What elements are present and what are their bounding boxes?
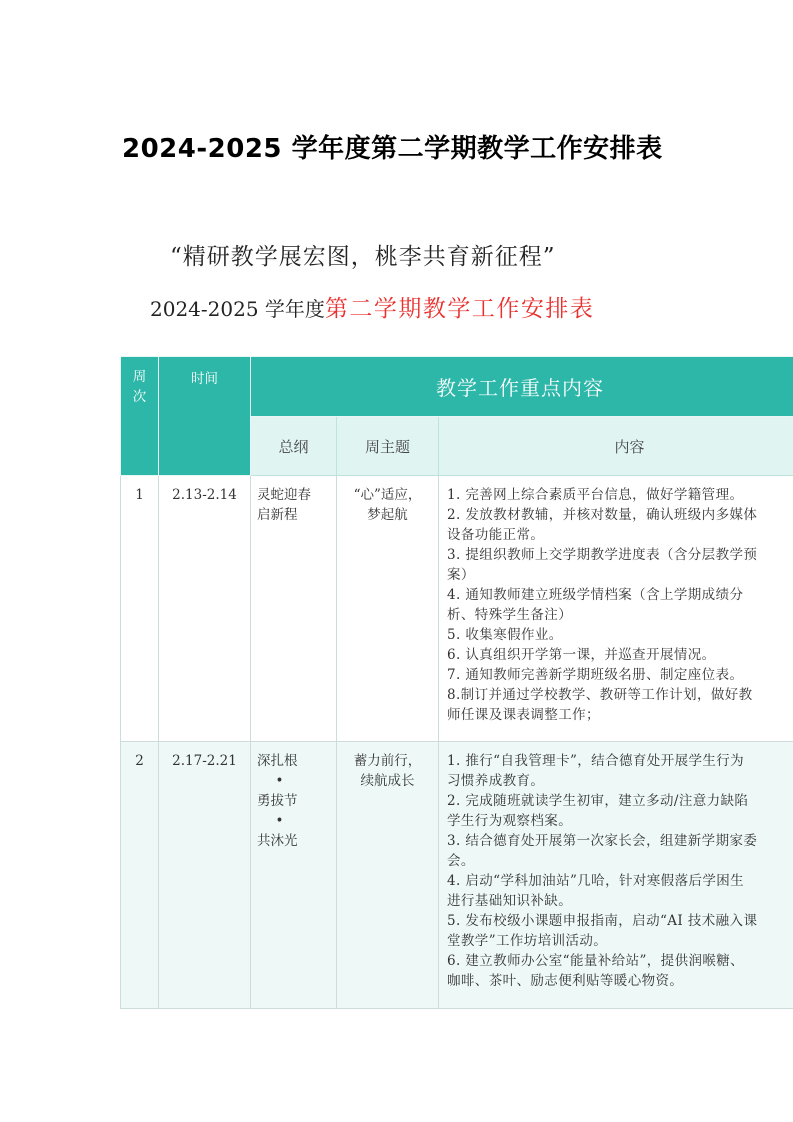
content-line: 进行基础知识补缺。 <box>447 893 573 909</box>
slogan: “精研教学展宏图，桃李共育新征程” <box>170 244 556 270</box>
content-line: 案） <box>447 567 475 583</box>
time-cell: 2.13-2.14 <box>159 476 251 742</box>
schedule-table <box>120 356 793 1009</box>
outline-cell <box>251 476 337 742</box>
content-line: 设备功能正常。 <box>447 527 545 543</box>
content-line: 2. 发放教材教辅，并核对数量，确认班级内多媒体 <box>447 507 758 523</box>
theme-line: 续航成长 <box>360 773 415 789</box>
content-line: 6. 认真组织开学第一课，并巡查开展情况。 <box>447 647 716 663</box>
content-line: 师任课及课表调整工作； <box>447 707 600 723</box>
time-cell: 2.17-2.21 <box>159 742 251 1009</box>
content-line: 4. 通知教师建立班级学情档案（含上学期成绩分 <box>447 587 744 603</box>
header-focus: 教学工作重点内容 <box>251 357 793 417</box>
outline-line: 灵蛇迎春 <box>257 487 311 503</box>
content-line: 1. 推行“自我管理卡”，结合德育处开展学生行为 <box>447 753 745 769</box>
theme-line: 梦起航 <box>367 507 408 523</box>
week-cell: 2 <box>121 742 159 1009</box>
content-line: 会。 <box>447 853 475 869</box>
content-line: 4. 启动“学科加油站”几哈，针对寒假落后学困生 <box>447 873 745 889</box>
outline-dot: • <box>275 813 284 829</box>
content-line: 学生行为观察档案。 <box>447 813 573 829</box>
outline-line: 共沐光 <box>257 833 298 849</box>
outline-line: 勇拔节 <box>257 793 298 809</box>
content-line: 1. 完善网上综合素质平台信息，做好学籍管理。 <box>447 487 744 503</box>
header-outline: 总纲 <box>251 417 337 476</box>
theme-cell <box>337 476 439 742</box>
header-time: 时间 <box>159 357 251 476</box>
content-line: 习惯养成教育。 <box>447 773 545 789</box>
theme-cell <box>337 742 439 1009</box>
content-cell <box>439 742 793 1009</box>
content-line: 5. 收集寒假作业。 <box>447 627 563 643</box>
subtitle-highlight: 第二学期教学工作安排表 <box>324 296 595 322</box>
subtitle-prefix: 2024-2025 学年度 <box>150 297 325 321</box>
document-title: 2024-2025 学年度第二学期教学工作安排表 <box>122 134 663 164</box>
content-line: 6. 建立教师办公室“能量补给站”，提供润喉糖、 <box>447 953 745 969</box>
theme-line: 蓄力前行， <box>353 753 422 769</box>
week-cell: 1 <box>121 476 159 742</box>
theme-line: “心”适应， <box>353 487 422 503</box>
content-line: 3. 结合德育处开展第一次家长会，组建新学期家委 <box>447 833 758 849</box>
content-line: 咖啡、茶叶、励志便利贴等暖心物资。 <box>447 973 684 989</box>
header-week: 周 次 <box>121 357 159 476</box>
content-line: 7. 通知教师完善新学期班级名册、制定座位表。 <box>447 667 744 683</box>
content-cell <box>439 476 793 742</box>
outline-line: 深扎根 <box>257 753 298 769</box>
outline-cell <box>251 742 337 1009</box>
outline-dot: • <box>275 773 284 789</box>
header-content: 内容 <box>439 417 793 476</box>
content-line: 2. 完成随班就读学生初审，建立多动/注意力缺陷 <box>447 793 749 809</box>
content-line: 3. 提组织教师上交学期教学进度表（含分层教学预 <box>447 547 758 563</box>
table-row <box>121 476 793 742</box>
content-line: 5. 发布校级小课题申报指南，启动“AI 技术融入课 <box>447 913 758 929</box>
table-row <box>121 742 793 1009</box>
content-line: 析、特殊学生备注） <box>447 607 573 623</box>
outline-line: 启新程 <box>257 507 298 523</box>
header-theme: 周主题 <box>337 417 439 476</box>
subtitle <box>150 290 594 323</box>
content-line: 8.制订并通过学校教学、教研等工作计划，做好教 <box>447 687 753 703</box>
content-line: 堂教学”工作坊培训活动。 <box>447 933 608 949</box>
